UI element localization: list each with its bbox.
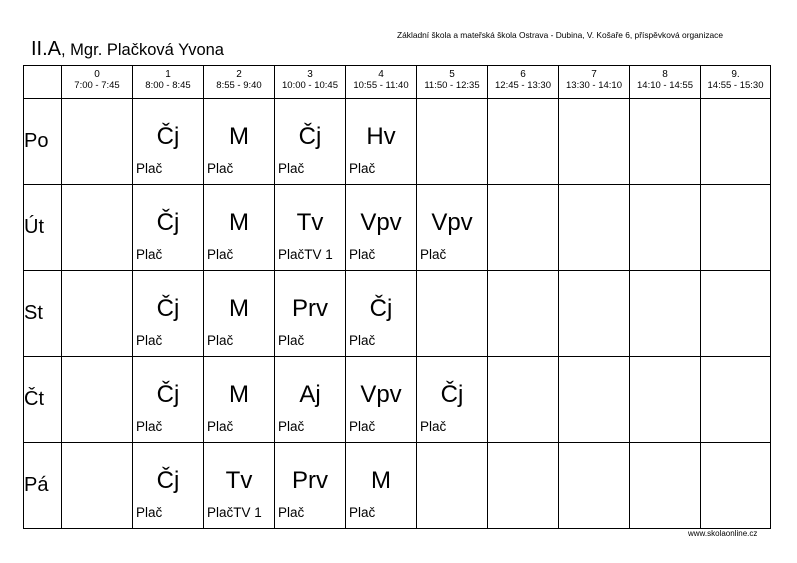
lesson-subject: M <box>229 295 249 322</box>
lesson-teacher: Plač <box>278 161 305 176</box>
lesson-cell <box>488 357 559 443</box>
lesson-teacher: PlačTV 1 <box>278 247 333 262</box>
period-header <box>630 66 701 99</box>
lesson-cell <box>630 185 701 271</box>
lesson-cell <box>133 185 204 271</box>
period-header <box>133 66 204 99</box>
lesson-cell <box>275 357 346 443</box>
period-number: 6 <box>520 69 526 80</box>
class-name: II.A <box>31 38 62 60</box>
day-label: St <box>24 271 62 357</box>
lesson-cell <box>559 99 630 185</box>
lesson-subject: Čj <box>156 295 180 322</box>
lesson-cell <box>417 443 488 529</box>
day-label: Čt <box>24 357 62 443</box>
lesson-cell <box>204 185 275 271</box>
school-name: Základní škola a mateřská škola Ostrava - Dubina, V. Košaře 6, příspěvková organizace <box>397 30 724 40</box>
day-row <box>24 99 771 185</box>
lesson-cell <box>559 357 630 443</box>
lesson-teacher: Plač <box>420 247 447 262</box>
period-header <box>417 66 488 99</box>
period-time: 10:00 - 10:45 <box>282 80 338 91</box>
day-label: Út <box>24 185 62 271</box>
lesson-cell <box>630 443 701 529</box>
lesson-cell <box>204 99 275 185</box>
lesson-cell <box>701 271 771 357</box>
lesson-subject: Vpv <box>360 381 402 408</box>
lesson-teacher: Plač <box>349 419 376 434</box>
period-number: 9. <box>731 69 740 80</box>
period-time: 13:30 - 14:10 <box>566 80 622 91</box>
lesson-subject: Čj <box>156 209 180 236</box>
lesson-cell <box>630 357 701 443</box>
lesson-teacher: Plač <box>136 505 163 520</box>
lesson-teacher: Plač <box>136 247 163 262</box>
timetable-body <box>24 99 771 529</box>
lesson-subject: Čj <box>298 123 322 150</box>
lesson-teacher: PlačTV 1 <box>207 505 262 520</box>
lesson-cell <box>701 99 771 185</box>
lesson-cell <box>346 185 417 271</box>
lesson-cell <box>346 357 417 443</box>
period-header <box>62 66 133 99</box>
lesson-subject: Tv <box>225 467 253 494</box>
lesson-subject: Hv <box>366 123 396 150</box>
lesson-subject: M <box>229 209 249 236</box>
lesson-cell <box>62 185 133 271</box>
day-row <box>24 185 771 271</box>
lesson-subject: Vpv <box>431 209 473 236</box>
period-number: 1 <box>165 69 171 80</box>
lesson-subject: M <box>229 123 249 150</box>
period-header <box>204 66 275 99</box>
period-number: 2 <box>236 69 242 80</box>
lesson-cell <box>488 271 559 357</box>
lesson-cell <box>62 99 133 185</box>
period-header <box>701 66 771 99</box>
lesson-teacher: Plač <box>207 161 234 176</box>
lesson-teacher: Plač <box>207 419 234 434</box>
lesson-cell <box>701 185 771 271</box>
lesson-subject: M <box>229 381 249 408</box>
lesson-cell <box>701 357 771 443</box>
lesson-cell <box>275 271 346 357</box>
day-row <box>24 271 771 357</box>
period-number: 0 <box>94 69 100 80</box>
lesson-teacher: Plač <box>207 247 234 262</box>
lesson-cell <box>488 443 559 529</box>
lesson-cell <box>204 357 275 443</box>
period-time: 14:10 - 14:55 <box>637 80 693 91</box>
day-label: Pá <box>24 443 62 529</box>
lesson-cell <box>62 357 133 443</box>
corner-cell <box>24 66 62 99</box>
lesson-cell <box>62 271 133 357</box>
lesson-cell <box>630 271 701 357</box>
lesson-cell <box>488 99 559 185</box>
period-number: 4 <box>378 69 384 80</box>
period-header <box>559 66 630 99</box>
period-number: 3 <box>307 69 313 80</box>
website-footer: www.skolaonline.cz <box>688 529 758 538</box>
lesson-cell <box>346 443 417 529</box>
lesson-cell <box>133 271 204 357</box>
lesson-cell <box>417 271 488 357</box>
lesson-cell <box>559 185 630 271</box>
lesson-cell <box>417 99 488 185</box>
lesson-cell <box>701 443 771 529</box>
period-time: 14:55 - 15:30 <box>707 80 764 91</box>
period-time: 8:55 - 9:40 <box>216 80 262 91</box>
lesson-subject: M <box>371 467 391 494</box>
lesson-cell <box>630 99 701 185</box>
lesson-cell <box>204 271 275 357</box>
lesson-cell <box>417 357 488 443</box>
lesson-cell <box>417 185 488 271</box>
period-time: 7:00 - 7:45 <box>74 80 120 91</box>
lesson-subject: Prv <box>292 467 328 494</box>
page-title <box>31 38 224 61</box>
lesson-teacher: Plač <box>136 161 163 176</box>
lesson-teacher: Plač <box>349 161 376 176</box>
lesson-teacher: Plač <box>420 419 447 434</box>
lesson-subject: Prv <box>292 295 328 322</box>
lesson-teacher: Plač <box>136 333 163 348</box>
lesson-cell <box>346 271 417 357</box>
period-time: 8:00 - 8:45 <box>145 80 191 91</box>
lesson-teacher: Plač <box>278 505 305 520</box>
lesson-teacher: Plač <box>207 333 234 348</box>
day-label: Po <box>24 99 62 185</box>
lesson-cell <box>346 99 417 185</box>
lesson-cell <box>559 443 630 529</box>
lesson-subject: Vpv <box>360 209 402 236</box>
lesson-teacher: Plač <box>349 247 376 262</box>
lesson-cell <box>275 443 346 529</box>
lesson-subject: Aj <box>299 381 321 408</box>
period-number: 8 <box>662 69 668 80</box>
period-header <box>346 66 417 99</box>
lesson-teacher: Plač <box>349 333 376 348</box>
period-time: 12:45 - 13:30 <box>495 80 551 91</box>
period-number: 5 <box>449 69 455 80</box>
period-number: 7 <box>591 69 597 80</box>
day-row <box>24 357 771 443</box>
lesson-cell <box>488 185 559 271</box>
lesson-cell <box>204 443 275 529</box>
teacher-name: , Mgr. Plačková Yvona <box>61 41 224 59</box>
lesson-cell <box>559 271 630 357</box>
lesson-teacher: Plač <box>278 333 305 348</box>
lesson-subject: Čj <box>156 467 180 494</box>
lesson-cell <box>133 357 204 443</box>
lesson-subject: Čj <box>440 381 464 408</box>
day-row <box>24 443 771 529</box>
lesson-cell <box>133 443 204 529</box>
lesson-teacher: Plač <box>278 419 305 434</box>
lesson-subject: Čj <box>156 123 180 150</box>
period-time: 10:55 - 11:40 <box>353 80 409 91</box>
period-header <box>488 66 559 99</box>
lesson-cell <box>133 99 204 185</box>
lesson-cell <box>275 99 346 185</box>
lesson-teacher: Plač <box>136 419 163 434</box>
timetable <box>23 65 771 529</box>
lesson-teacher: Plač <box>349 505 376 520</box>
period-time: 11:50 - 12:35 <box>424 80 480 91</box>
lesson-cell <box>275 185 346 271</box>
lesson-subject: Čj <box>369 295 393 322</box>
lesson-cell <box>62 443 133 529</box>
period-header-row <box>24 66 771 99</box>
period-header <box>275 66 346 99</box>
lesson-subject: Čj <box>156 381 180 408</box>
lesson-subject: Tv <box>296 209 324 236</box>
